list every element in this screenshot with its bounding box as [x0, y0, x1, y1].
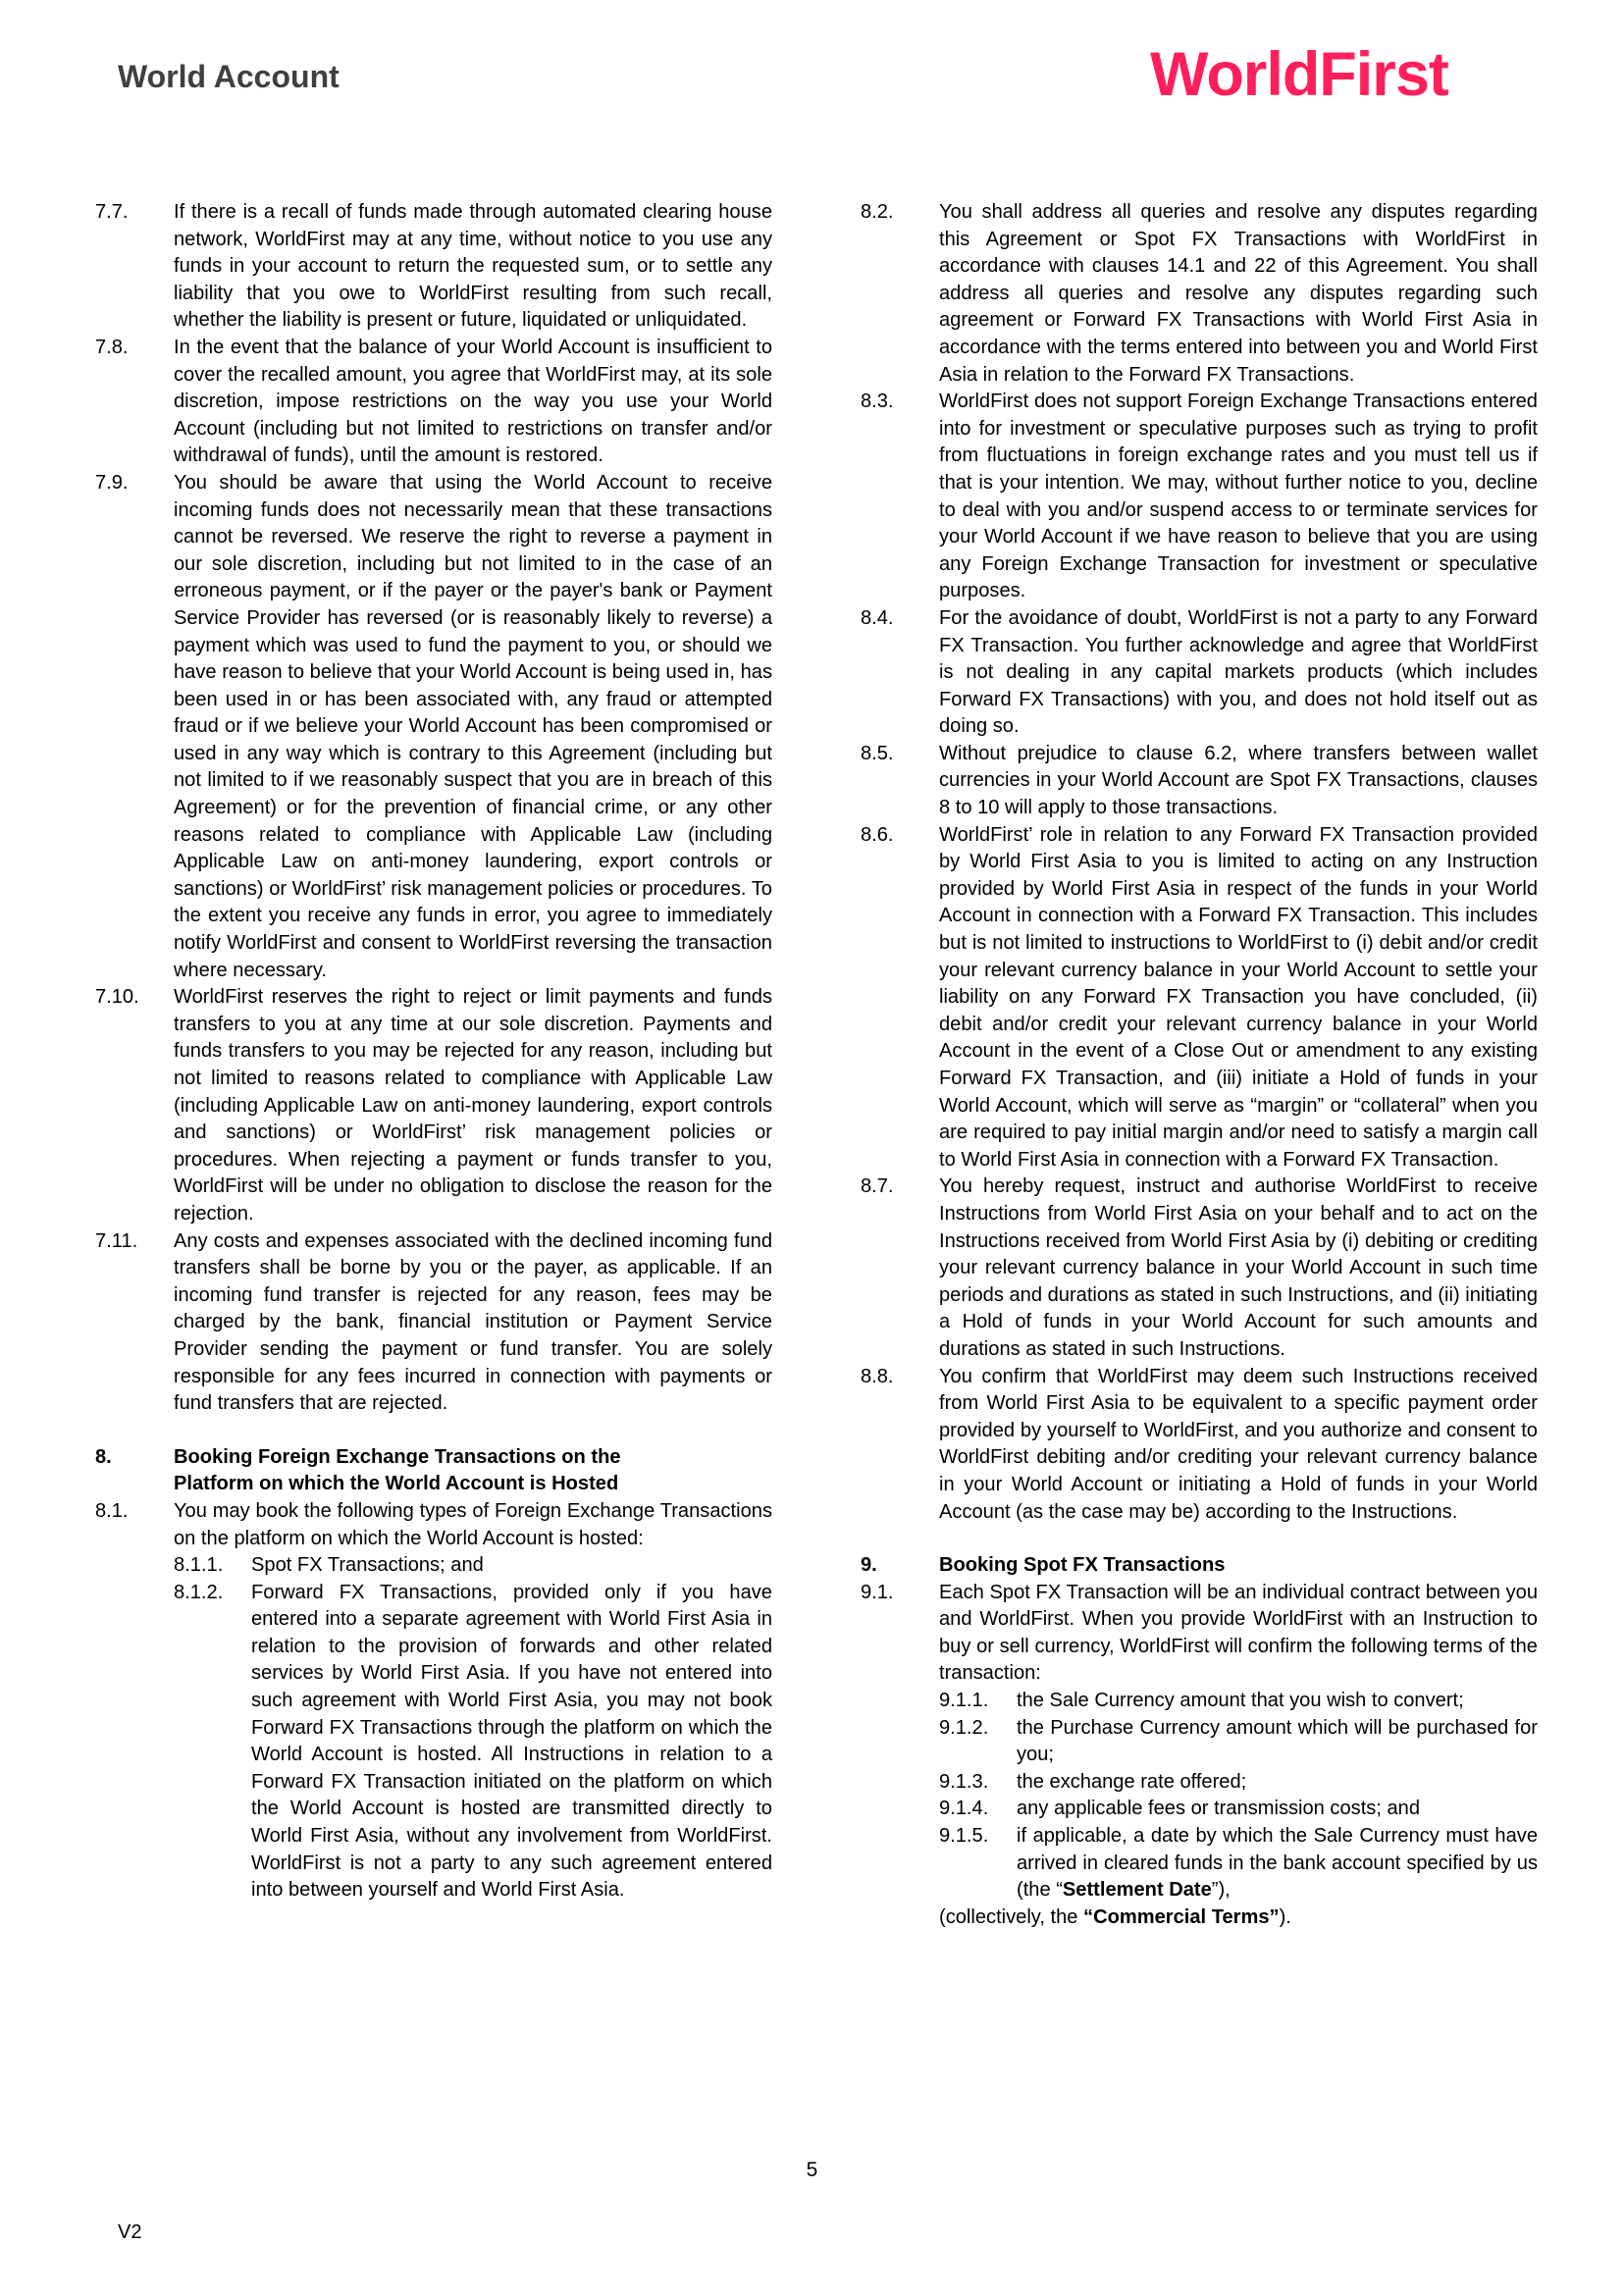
subclause-number: 9.1.1.	[939, 1690, 989, 1712]
clause-text: WorldFirst does not support Foreign Exchange Transactions entered into for investment or speculative purposes such as trying to profit from fluctuations in foreign exchange rates and you must tell us if that is your intention. We may, without further notice to you, decline to deal with you and/or suspend access to or terminate services for your World Account if we have reason to believe that you are using any Foreign Exchange Transaction for investment or speculative purposes.	[939, 391, 1538, 602]
clause-number: 7.8.	[95, 336, 129, 358]
defined-term-settlement-date: Settlement Date	[1062, 1879, 1212, 1902]
clause-8-1-1	[174, 1552, 772, 1580]
clause-7-11	[95, 1228, 772, 1418]
clause-number: 8.8.	[861, 1365, 894, 1387]
definition-text-part: ).	[1279, 1905, 1291, 1928]
subclause-text: the Sale Currency amount that you wish to convert;	[1017, 1690, 1464, 1712]
subclause-text: the exchange rate offered;	[1017, 1770, 1247, 1793]
clause-text: Without prejudice to clause 6.2, where transfers between wallet currencies in your World Account are Spot FX Transactions, clauses 8 to 10 will apply to those transactions.	[939, 742, 1538, 819]
subclause-text: Spot FX Transactions; and	[251, 1554, 484, 1577]
clause-text: You should be aware that using the World Account to receive incoming funds does not necessarily mean that these transactions cannot be reversed. We reserve the right to reverse a payment in our sole discretion, including but not limited to in the case of an erroneous payment, or if the payer or the payer's bank or Payment Service Provider has reversed (or is reasonably likely to reverse) a payment which was used to fund the payment to you, or should we have reason to believe that your World Account is being used in, has been used in or has been associated with, any fraud or attempted fraud or if we believe your World Account has been compromised or used in any way which is contrary to this Agreement (including but not limited to if we reasonably suspect that you are in breach of this Agreement) or for the prevention of financial crime, or any other reasons related to compliance with Applicable Law (including Applicable Law on anti-money laundering, export controls or sanctions) or WorldFirst’ risk management policies or procedures. To the extent you receive any funds in error, you agree to immediately notify WorldFirst and consent to WorldFirst reversing the transaction where necessary.	[174, 471, 772, 981]
clause-number: 8.7.	[861, 1175, 894, 1198]
clause-9-1-3	[939, 1769, 1538, 1797]
clause-text: Any costs and expenses associated with the declined incoming fund transfers shall be borne by you or the payer, as applicable. If an incoming fund transfer is rejected for any reason, fees may be charged by the bank, financial institution or Payment Service Provider sending the payment or fund transfer. You are solely responsible for any fees incurred in connection with payments or fund transfers that are rejected.	[174, 1229, 772, 1415]
clause-9-1	[861, 1580, 1538, 1688]
section-title: Booking Spot FX Transactions	[939, 1554, 1226, 1577]
document-header-title: World Account	[118, 59, 340, 94]
clause-8-1	[95, 1498, 772, 1552]
subclause-number: 9.1.2.	[939, 1716, 989, 1739]
clause-7-9	[95, 470, 772, 984]
clause-number: 8.4.	[861, 606, 894, 629]
clause-8-3	[861, 389, 1538, 605]
worldfirst-logo: WorldFirst	[1150, 40, 1448, 109]
section-9-heading	[861, 1552, 1538, 1580]
subclause-number: 9.1.4.	[939, 1798, 989, 1820]
section-title-line-1: Booking Foreign Exchange Transactions on the	[174, 1445, 621, 1468]
collective-definition	[939, 1904, 1538, 1932]
section-title	[174, 1444, 621, 1498]
clause-number: 7.10.	[95, 986, 139, 1009]
subclause-text	[1017, 1823, 1538, 1904]
clause-number: 7.11.	[95, 1229, 138, 1252]
clause-text: You hereby request, instruct and authorise WorldFirst to receive Instructions from World First Asia on your behalf and to act on the Instructions received from World First Asia by (i) debiting or crediting your relevant currency balance in your World Account in such time periods and durations as stated in such Instructions, and (ii) initiating a Hold of funds in your World Account for such amounts and durations as stated in such Instructions.	[939, 1175, 1538, 1360]
clause-8-5	[861, 741, 1538, 822]
definition-text-part: (collectively, the	[939, 1905, 1084, 1928]
clause-text: If there is a recall of funds made through automated clearing house network, WorldFirst may at any time, without notice to you use any funds in your account to return the requested sum, or to settle any liability that you owe to WorldFirst resulting from such recall, whether the liability is present or future, liquidated or unliquidated.	[174, 201, 772, 332]
document-version: V2	[118, 2221, 142, 2243]
clause-7-10	[95, 984, 772, 1227]
clause-text: In the event that the balance of your World Account is insufficient to cover the recalled amount, you agree that WorldFirst may, at its sole discretion, impose restrictions on the way you use your World Account (including but not limited to restrictions on transfer and/or withdrawal of funds), until the amount is restored.	[174, 336, 772, 467]
clause-number: 9.1.	[861, 1581, 894, 1603]
clause-9-1-1	[939, 1688, 1538, 1715]
clause-number: 8.2.	[861, 201, 894, 223]
clause-7-8	[95, 335, 772, 470]
clause-8-8	[861, 1364, 1538, 1527]
subclause-number: 8.1.2.	[174, 1581, 224, 1603]
clause-9-1-5	[939, 1823, 1538, 1904]
clause-8-4	[861, 605, 1538, 741]
page-number: 5	[806, 2159, 818, 2181]
clause-number: 8.6.	[861, 823, 894, 846]
clause-text: WorldFirst reserves the right to reject or limit payments and funds transfers to you at any time at our sole discretion. Payments and funds transfers to you may be rejected for any reason, including but not limited to reasons related to compliance with Applicable Law (including Applicable Law on anti-money laundering, export controls and sanctions) or WorldFirst’ risk management policies or procedures. When rejecting a payment or funds transfer to you, WorldFirst will be under no obligation to disclose the reason for the rejection.	[174, 986, 772, 1225]
clause-text: WorldFirst’ role in relation to any Forward FX Transaction provided by World First Asia to you is limited to acting on any Instruction provided by World First Asia in respect of the funds in your World Account in connection with a Forward FX Transaction. This includes but is not limited to instructions to WorldFirst to (i) debit and/or credit your relevant currency balance in your World Account to settle your liability on any Forward FX Transaction you have concluded, (ii) debit and/or credit your relevant currency balance in your World Account in the event of a Close Out or amendment to any existing Forward FX Transaction, and (iii) initiate a Hold of funds in your World Account, which will serve as “margin” or “collateral” when you are required to pay initial margin and/or need to satisfy a margin call to World First Asia in connection with a Forward FX Transaction.	[939, 823, 1538, 1171]
section-number: 9.	[861, 1554, 877, 1577]
left-column	[95, 199, 772, 1904]
section-number: 8.	[95, 1445, 112, 1468]
subclause-text: the Purchase Currency amount which will be purchased for you;	[1017, 1716, 1538, 1766]
subclause-number: 9.1.5.	[939, 1825, 989, 1848]
subclause-text-part: ”),	[1211, 1879, 1231, 1902]
subclause-text-part: if applicable, a date by which the Sale Currency must have arrived in cleared funds in the bank account specified by us (the “	[1017, 1825, 1538, 1902]
right-column	[861, 199, 1538, 1931]
clause-text: You shall address all queries and resolve any disputes regarding this Agreement or Spot FX Transactions with WorldFirst in accordance with clauses 14.1 and 22 of this Agreement. You shall address all queries and resolve any disputes regarding such agreement or Forward FX Transactions with World First Asia in accordance with the terms entered into between you and World First Asia in relation to the Forward FX Transactions.	[939, 201, 1538, 386]
clause-9-1-4	[939, 1796, 1538, 1823]
clause-7-7	[95, 199, 772, 335]
subclause-text: Forward FX Transactions, provided only if you have entered into a separate agreement with World First Asia in relation to the provision of forwards and other related services by World First Asia. If you have not entered into such agreement with World First Asia, you may not book Forward FX Transactions through the platform on which the World Account is hosted. All Instructions in relation to a Forward FX Transaction initiated on the platform on which the World Account is hosted are transmitted directly to World First Asia, without any involvement from WorldFirst. WorldFirst is not a party to any such agreement entered into between yourself and World First Asia.	[251, 1581, 772, 1902]
clause-8-1-2	[174, 1580, 772, 1904]
clause-number: 8.3.	[861, 391, 894, 413]
section-title-line-2: Platform on which the World Account is Hosted	[174, 1473, 619, 1495]
clause-8-6	[861, 822, 1538, 1174]
clause-text: Each Spot FX Transaction will be an individual contract between you and WorldFirst. When you provide WorldFirst with an Instruction to buy or sell currency, WorldFirst will confirm the following terms of the transaction:	[939, 1581, 1538, 1685]
clause-number: 8.5.	[861, 742, 894, 764]
defined-term-commercial-terms: “Commercial Terms”	[1083, 1905, 1280, 1928]
subclause-number: 8.1.1.	[174, 1554, 224, 1577]
clause-text: You confirm that WorldFirst may deem such Instructions received from World First Asia to be equivalent to a specific payment order provided by yourself to WorldFirst, and you authorize and consent to WorldFirst debiting and/or crediting your relevant currency balance in your World Account or initiating a Hold of funds in your World Account (as the case may be) according to the Instructions.	[939, 1365, 1538, 1523]
clause-8-7	[861, 1174, 1538, 1363]
clause-text: For the avoidance of doubt, WorldFirst is not a party to any Forward FX Transaction. You further acknowledge and agree that WorldFirst is not dealing in any capital markets products (which includes Forward FX Transactions) with you, and does not hold itself out as doing so.	[939, 606, 1538, 738]
clause-number: 7.9.	[95, 471, 129, 494]
clause-8-2	[861, 199, 1538, 389]
section-8-heading	[95, 1444, 772, 1498]
clause-9-1-2	[939, 1715, 1538, 1769]
subclause-number: 9.1.3.	[939, 1770, 989, 1793]
clause-number: 8.1.	[95, 1499, 129, 1522]
clause-number: 7.7.	[95, 201, 129, 223]
subclause-text: any applicable fees or transmission costs; and	[1017, 1798, 1421, 1820]
clause-text: You may book the following types of Foreign Exchange Transactions on the platform on which the World Account is hosted:	[174, 1499, 772, 1549]
